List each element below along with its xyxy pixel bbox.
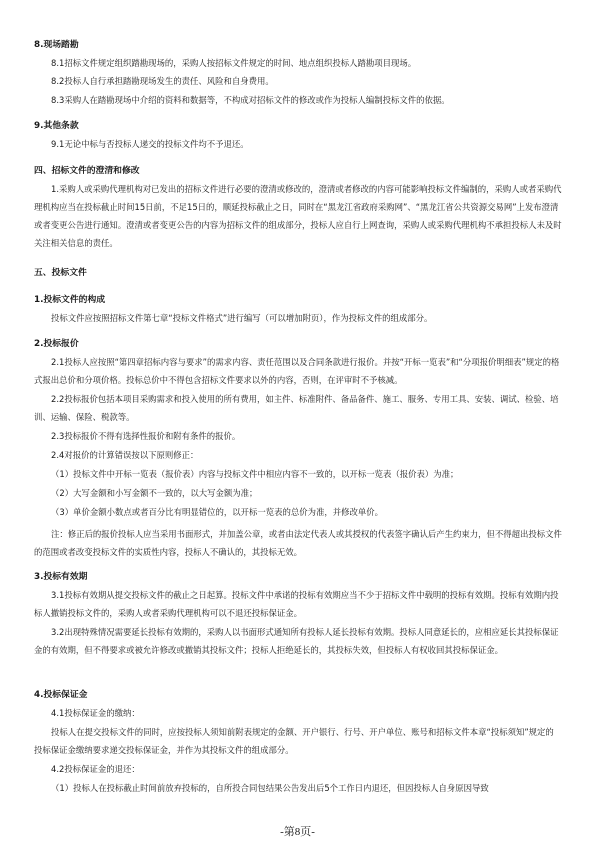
paragraph-2-2: 2.2投标报价包括本项目采购需求和投入使用的所有费用，如主件、标准附件、备品备件、施工、服务、专用工具、安装、调试、检验、培训、运输、保险、税款等。 (34, 394, 559, 422)
page-number: -第8页- (280, 826, 315, 838)
paragraph-3-2: 3.2出现特殊情况需要延长投标有效期的，采购人以书面形式通知所有投标人延长投标有效期。投标人同意延长的，应相应延长其投标保证金的有效期，但不得要求或被允许修改或撤销其投标文件；投标人拒绝延长的，其投标失效，但投标人有权收回其投标保证金。 (34, 627, 559, 655)
note-paragraph: 注：修正后的报价投标人应当采用书面形式，并加盖公章，或者由法定代表人或其授权的代表签字确认后产生约束力，但不得超出投标文件的范围或者改变投标文件的实质性内容，投标人不确认的，其投标无效。 (34, 529, 562, 557)
paragraph-8-3: 8.3采购人在踏勘现场中介绍的资料和数据等，不构成对招标文件的修改或作为投标人编制投标文件的依据。 (51, 95, 450, 105)
section-5-3-heading: 3.投标有效期 (34, 572, 88, 582)
paragraph-4-1-label: 4.1投标保证金的缴纳： (51, 708, 140, 718)
paragraph-9-1: 9.1无论中标与否投标人递交的投标文件均不予退还。 (51, 139, 249, 149)
paragraph-2-3: 2.3投标报价不得有选择性报价和附有条件的报价。 (51, 431, 241, 441)
section-5-2-heading: 2.投标报价 (34, 339, 79, 349)
section-9-heading: 9.其他条款 (34, 121, 79, 131)
section-8-heading: 8.现场踏勘 (34, 40, 79, 50)
paragraph-4-2-label: 4.2投标保证金的退还： (51, 764, 140, 774)
section-5-4-heading: 4.投标保证金 (34, 690, 88, 700)
paragraph-3-1: 3.1投标有效期从提交投标文件的截止之日起算。投标文件中承诺的投标有效期应当不少于招标文件中载明的投标有效期。投标有效期内投标人撤销投标文件的，采购人或者采购代理机构可以不退还投标保证金。 (34, 590, 559, 618)
paragraph-8-2: 8.2投标人自行承担踏勘现场发生的责任、风险和自身费用。 (51, 76, 274, 86)
chapter-4-heading: 四、招标文件的澄清和修改 (34, 166, 140, 176)
paragraph-5-1: 投标文件应按照招标文件第七章“投标文件格式”进行编写（可以增加附页），作为投标文件的组成部分。 (51, 313, 433, 323)
paragraph-8-1: 8.1招标文件规定组织踏勘现场的，采购人按招标文件规定的时间、地点组织投标人踏勘项目现场。 (51, 58, 417, 68)
paragraph-4-1: 1.采购人或采购代理机构对已发出的招标文件进行必要的澄清或修改的，澄清或者修改的内容可能影响投标文件编制的，采购人或者采购代理机构应当在投标截止时间15日前，不足15日的，顺延投标截止之日，同时在“黑龙江省政府采购网”、“黑龙江省公共资源交易网”上发布澄清或者变更公告进行通知。澄清或者变更公告的内容为招标文件的组成部分，投标人应自行上网查询，采购人或采购代理机构不承担投标人未及时关注相关信息的责任。 (34, 184, 562, 248)
paragraph-deposit-payment: 投标人在提交投标文件的同时，应按投标人须知前附表规定的金额、开户银行、行号、开户单位、账号和招标文件本章“投标须知”规定的投标保证金缴纳要求递交投标保证金，并作为其投标文件的组成部分。 (34, 727, 554, 755)
chapter-5-heading: 五、投标文件 (34, 268, 87, 278)
paragraph-2-4: 2.4对报价的计算错误按以下原则修正： (51, 450, 199, 460)
section-5-1-heading: 1.投标文件的构成 (34, 295, 106, 305)
rule-2: （2）大写金额和小写金额不一致的，以大写金额为准； (51, 488, 258, 498)
rule-3: （3）单价金额小数点或者百分比有明显错位的，以开标一览表的总价为准，并修改单价。 (51, 507, 383, 517)
rule-1: （1）投标文件中开标一览表（报价表）内容与投标文件中相应内容不一致的，以开标一览表（报价表）为准； (51, 469, 459, 479)
paragraph-2-1: 2.1投标人应按照“第四章招标内容与要求”的需求内容、责任范围以及合同条款进行报价。并按“开标一览表”和“分项报价明细表”规定的格式报出总价和分项价格。投标总价中不得包含招标文件要求以外的内容，否则，在评审时不予核减。 (34, 357, 560, 385)
paragraph-deposit-refund: （1）投标人在投标截止时间前放弃投标的，自所投合同包结果公告发出后5个工作日内退还，但因投标人自身原因导致 (51, 783, 489, 793)
